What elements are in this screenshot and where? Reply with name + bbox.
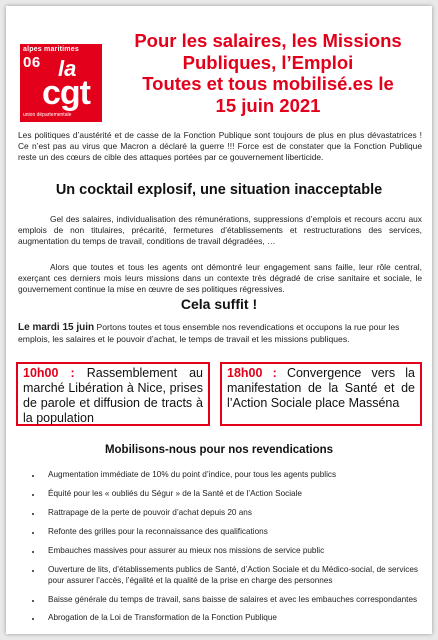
event-time-1800: 18h00 :	[227, 366, 277, 380]
revendications-list	[18, 470, 422, 632]
mardi-paragraph	[18, 322, 422, 345]
document-page	[6, 6, 432, 634]
list-item: • Ouverture de lits, d’établissements publics de Santé, d’Action Sociale et du Médico-social, de services pour assurer l’accès, l’égalité et la qualité de la prise en charge des personnes	[42, 565, 422, 586]
list-item: • Rattrapage de la perte de pouvoir d’achat depuis 20 ans	[42, 508, 422, 519]
list-item: • Embauches massives pour assurer au mieux nos missions de service public	[42, 546, 422, 557]
title-line-3: Toutes et tous mobilisé.es le	[142, 73, 394, 94]
title-line-2: Publiques, l’Emploi	[182, 51, 354, 73]
cgt-logo	[20, 44, 102, 122]
event-time-1000: 10h00 :	[23, 366, 75, 380]
mardi-date: Le mardi 15 juin	[18, 322, 95, 333]
paragraph-gel-salaires: Gel des salaires, individualisation des rémunérations, suppressions d’emplois et recours accru aux emplois de non titulaires, précarité, fermetures d’établissements et restructurations des services, augmentation du temps de travail, conditions de travail dégradées, …	[18, 214, 422, 246]
logo-cgt: cgt	[42, 74, 90, 112]
list-item: • Équité pour les « oubliés du Ségur » de la Santé et de l’Action Sociale	[42, 489, 422, 500]
logo-department-number: 06	[23, 54, 41, 71]
list-item: • Augmentation immédiate de 10% du point d’indice, pour tous les agents publics	[42, 470, 422, 481]
intro-paragraph: Les politiques d’austérité et de casse de la Fonction Publique sont toujours de plus en plus dévastatrices ! Ce n’est pas au virus que Macron a déclaré la guerre !!! Force est de constater que la Fonction Publique reste un des cœurs de cible des attaques portées par ce gouvernement liberticide.	[18, 130, 422, 162]
title-line-4: 15 juin 2021	[215, 94, 321, 116]
event-text-convergence: Convergence vers la manifestation de la Santé et de l’Action Sociale place Masséna	[227, 366, 415, 410]
paragraph-engagement: Alors que toutes et tous les agents ont démontré leur engagement sans faille, leur rôle central, exerçant ces derniers mois leurs missions dans un contexte très dégradé de crise sanitaire et sociale, le gouvernement continue la mise en œuvre de ses politiques régressives.	[18, 262, 422, 294]
mardi-text: Portons toutes et tous ensemble nos revendications et occupons la rue pour les emplois, les salaires et le pouvoir d’achat, le temps de travail et les missions publiques.	[18, 322, 400, 344]
section-heading-cela-suffit: Cela suffit !	[180, 296, 258, 312]
section-heading-cocktail: Un cocktail explosif, une situation inacceptable	[55, 182, 383, 198]
logo-union: union départementale	[23, 112, 72, 118]
event-text-rassemblement: Rassemblement au marché Libération à Nice, prises de parole et diffusion de tracts à la population	[23, 366, 203, 425]
event-box-rassemblement	[16, 362, 210, 426]
section-heading-mobilisons: Mobilisons-nous pour nos revendications	[104, 444, 334, 456]
list-item: • Abrogation de la Loi de Transformation de la Fonction Publique	[42, 613, 422, 624]
title-line-1: Pour les salaires, les Missions	[134, 30, 402, 51]
logo-region: alpes maritimes	[23, 46, 79, 53]
page-title	[110, 30, 426, 116]
list-item: • Baisse générale du temps de travail, sans baisse de salaires et avec les embauches correspondantes	[42, 595, 422, 606]
logo-la: la	[58, 56, 77, 81]
event-box-convergence	[220, 362, 422, 426]
list-item: • Refonte des grilles pour la reconnaissance des qualifications	[42, 527, 422, 538]
